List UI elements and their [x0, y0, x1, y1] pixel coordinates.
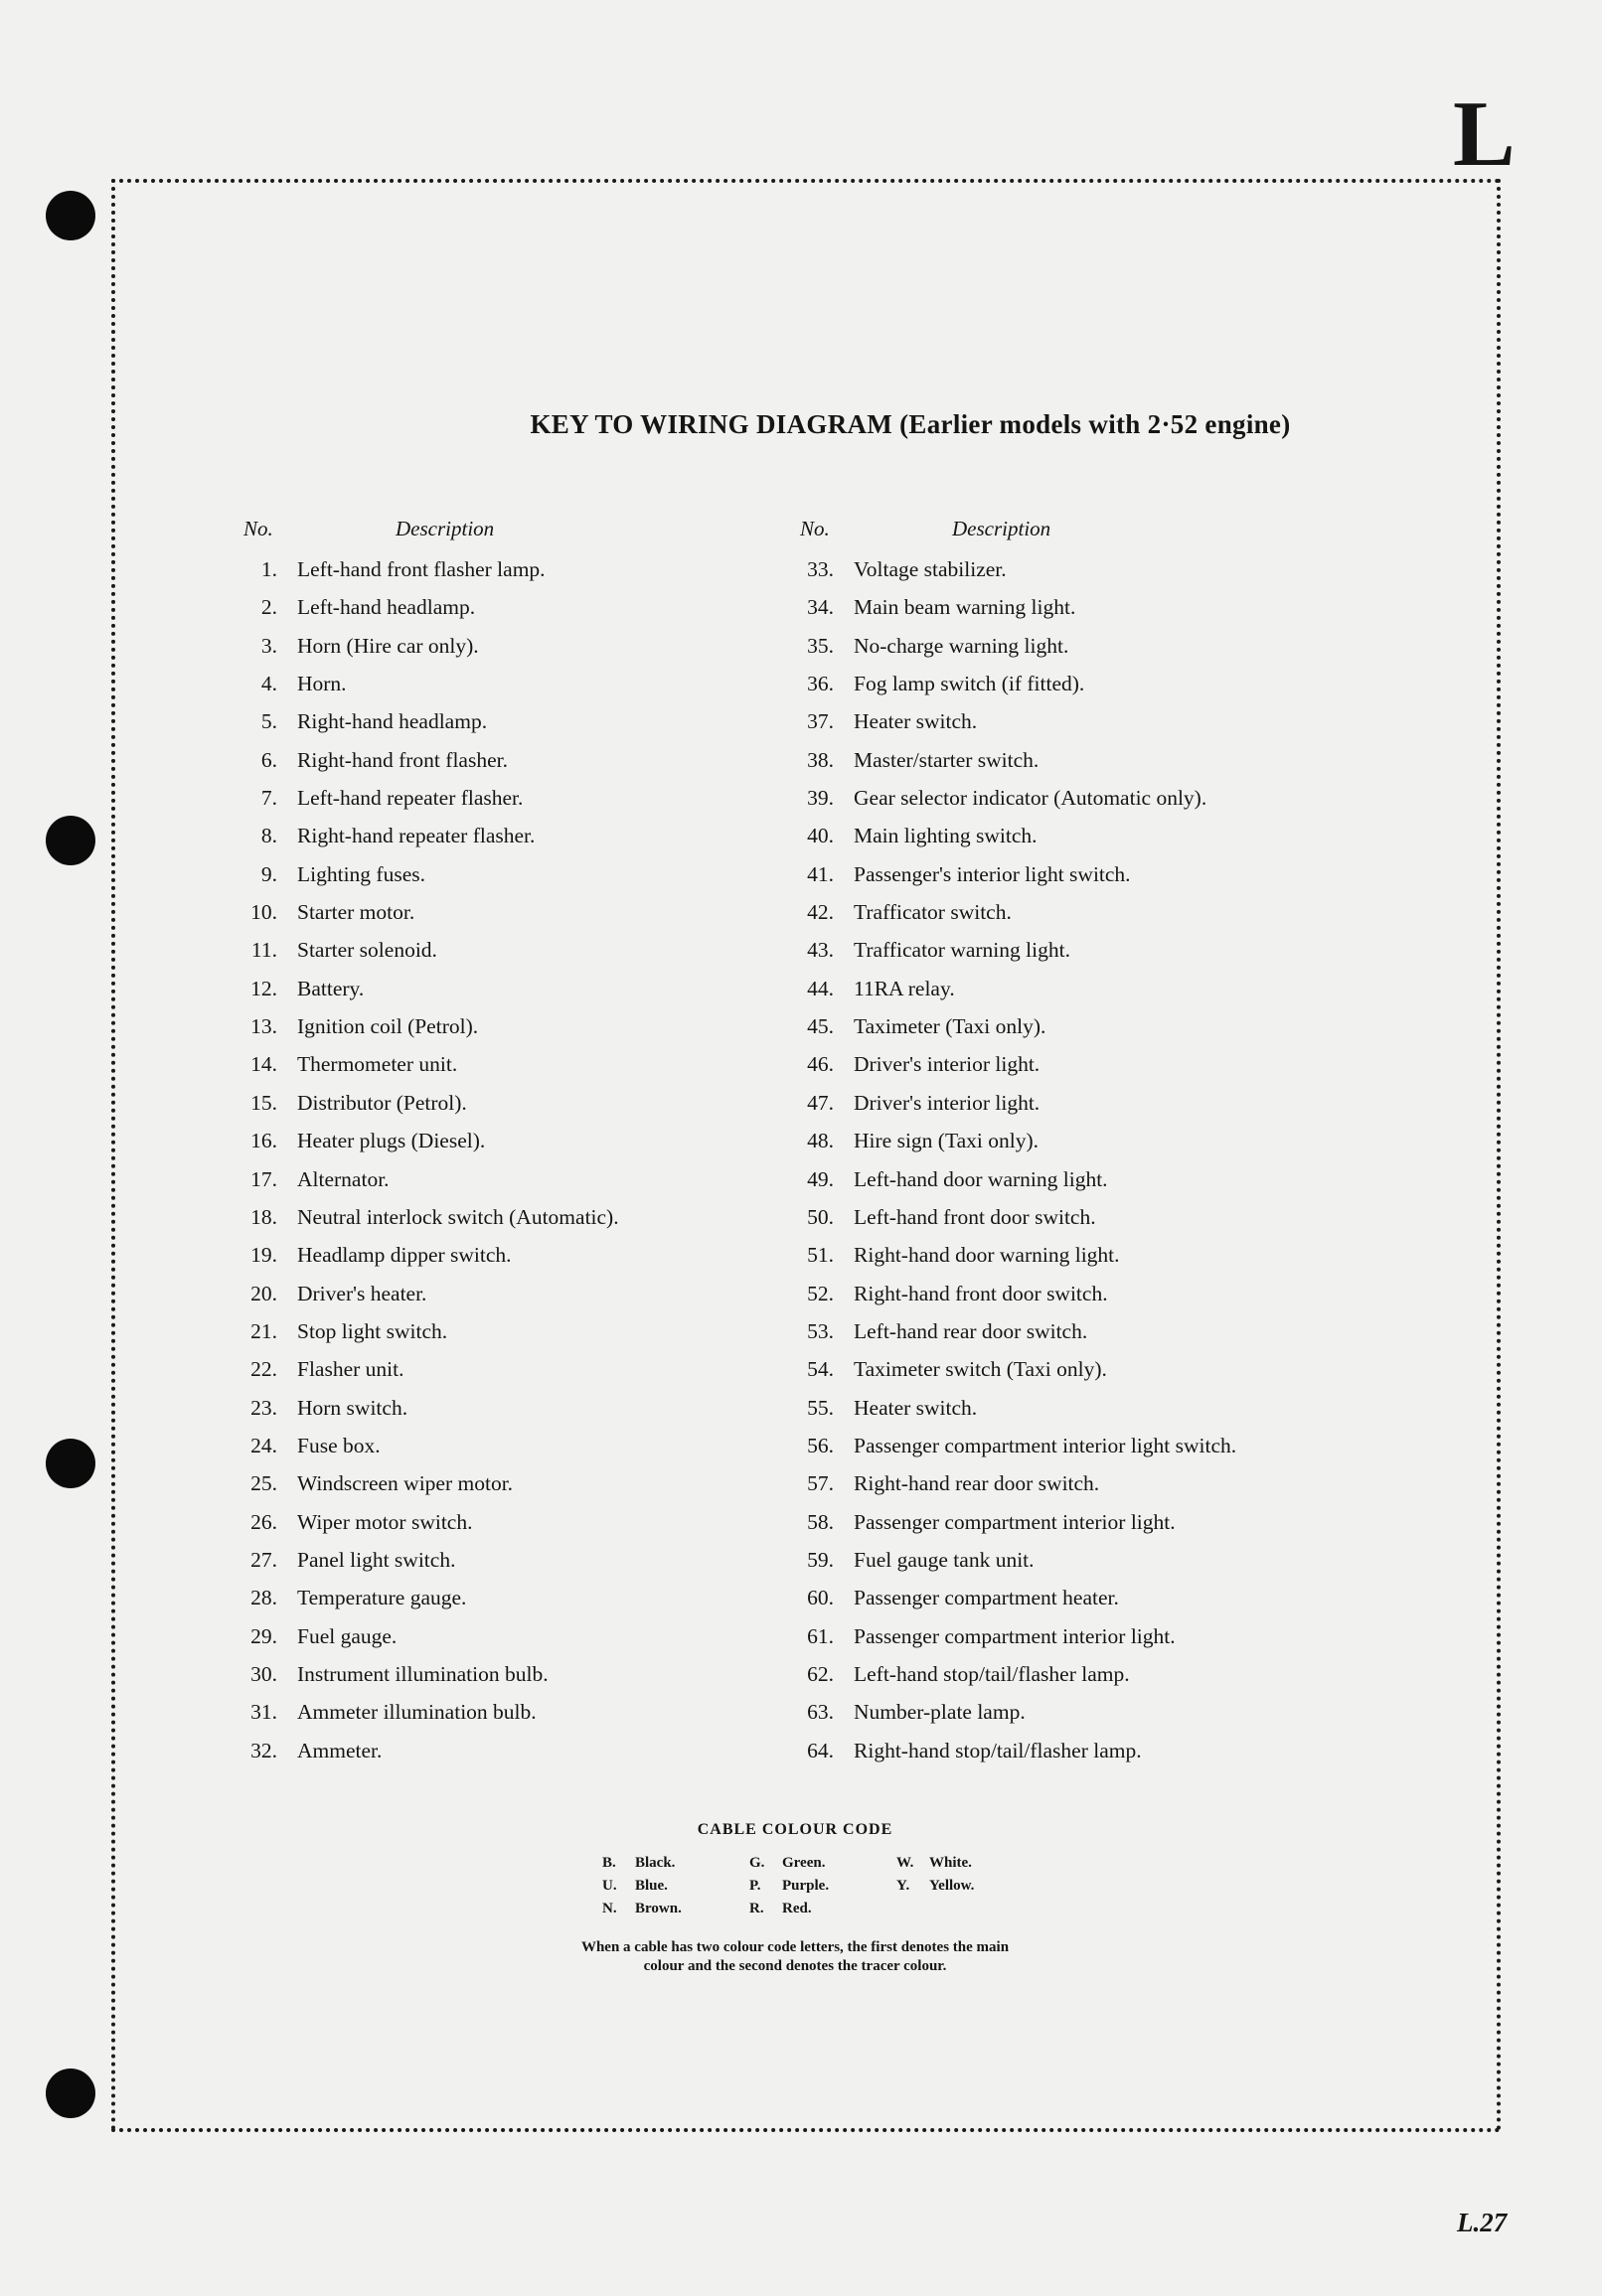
colour-code-entry [896, 1855, 1036, 1872]
key-row [243, 1236, 860, 1274]
item-number: 16. [250, 1129, 277, 1153]
item-description: Passenger's interior light switch. [854, 861, 1131, 886]
item-description: Windscreen wiper motor. [297, 1471, 514, 1496]
item-description: Hire sign (Taxi only). [854, 1129, 1039, 1153]
item-number: 24. [250, 1433, 277, 1457]
item-description: Right-hand headlamp. [297, 709, 488, 734]
key-row [243, 1732, 860, 1769]
key-row [800, 1122, 1416, 1159]
item-number: 26. [250, 1509, 277, 1534]
item-description: Lighting fuses. [297, 861, 425, 886]
colour-code-letter: B. [602, 1855, 616, 1871]
item-description: Driver's interior light. [854, 1052, 1041, 1077]
item-description: Alternator. [297, 1166, 390, 1191]
colour-name: Green. [782, 1855, 826, 1871]
key-row [800, 1732, 1416, 1769]
key-row [800, 1693, 1416, 1731]
key-row [800, 1427, 1416, 1464]
key-row [243, 627, 860, 665]
item-description: Instrument illumination bulb. [297, 1661, 549, 1686]
item-number: 30. [250, 1661, 277, 1686]
colour-code-entry [749, 1901, 896, 1917]
item-number: 11. [250, 938, 277, 963]
key-row [800, 1579, 1416, 1616]
item-description: Distributor (Petrol). [297, 1090, 467, 1115]
key-row [243, 893, 860, 931]
colour-code-letter: P. [749, 1878, 761, 1894]
item-number: 63. [807, 1700, 834, 1725]
key-column-right [800, 517, 1416, 1769]
item-number: 58. [807, 1509, 834, 1534]
key-row [800, 1198, 1416, 1236]
item-number: 18. [250, 1204, 277, 1229]
item-number: 28. [250, 1586, 277, 1610]
key-row [243, 741, 860, 779]
key-row [243, 1617, 860, 1655]
key-row [800, 550, 1416, 588]
item-description: Heater plugs (Diesel). [297, 1129, 486, 1153]
item-number: 17. [250, 1166, 277, 1191]
item-number: 7. [260, 786, 277, 811]
item-description: Fuse box. [297, 1433, 381, 1457]
key-row [800, 855, 1416, 893]
item-description: Stop light switch. [297, 1318, 448, 1343]
item-number: 51. [807, 1243, 834, 1268]
punch-hole-1 [46, 191, 95, 240]
item-number: 37. [807, 709, 834, 734]
item-description: Main beam warning light. [854, 595, 1076, 620]
item-number: 27. [250, 1547, 277, 1572]
key-row [800, 1312, 1416, 1350]
item-description: Left-hand rear door switch. [854, 1318, 1088, 1343]
item-description: Fuel gauge tank unit. [854, 1547, 1035, 1572]
item-number: 48. [807, 1129, 834, 1153]
item-description: Taximeter (Taxi only). [854, 1014, 1046, 1039]
colour-code-entry [602, 1901, 749, 1917]
key-row [800, 1389, 1416, 1427]
colour-code-letter: W. [896, 1855, 914, 1871]
cable-colour-note [0, 1938, 1590, 1976]
item-number: 6. [260, 747, 277, 772]
key-row [800, 702, 1416, 740]
key-row [800, 970, 1416, 1007]
item-number: 10. [250, 900, 277, 925]
item-number: 29. [250, 1623, 277, 1648]
item-description: Master/starter switch. [854, 747, 1040, 772]
item-number: 19. [250, 1243, 277, 1268]
key-row [800, 741, 1416, 779]
item-number: 39. [807, 786, 834, 811]
item-description: Panel light switch. [297, 1547, 456, 1572]
key-row [243, 1427, 860, 1464]
item-number: 20. [250, 1281, 277, 1305]
key-row [800, 1045, 1416, 1083]
item-description: Wiper motor switch. [297, 1509, 473, 1534]
key-row [243, 817, 860, 854]
key-row [800, 779, 1416, 817]
key-row [243, 1350, 860, 1388]
colour-code-letter: R. [749, 1901, 764, 1916]
item-description: Thermometer unit. [297, 1052, 458, 1077]
item-number: 49. [807, 1166, 834, 1191]
item-number: 43. [807, 938, 834, 963]
header-no: No. [800, 517, 830, 540]
key-row [243, 970, 860, 1007]
item-description: Heater switch. [854, 709, 978, 734]
item-description: Passenger compartment interior light. [854, 1623, 1176, 1648]
key-row [800, 1236, 1416, 1274]
colour-name: Black. [635, 1855, 676, 1871]
item-description: 11RA relay. [854, 976, 955, 1000]
item-number: 5. [260, 709, 277, 734]
item-description: Right-hand front door switch. [854, 1281, 1108, 1305]
key-row [800, 1275, 1416, 1312]
cable-colour-code-title: CABLE COLOUR CODE [697, 1821, 893, 1838]
key-row [243, 931, 860, 969]
item-description: Ignition coil (Petrol). [297, 1014, 479, 1039]
item-description: Right-hand repeater flasher. [297, 824, 536, 848]
item-number: 14. [250, 1052, 277, 1077]
key-row [800, 1655, 1416, 1693]
header-description: Description [952, 517, 1051, 540]
item-number: 3. [260, 633, 277, 658]
key-row [243, 779, 860, 817]
key-row [800, 1084, 1416, 1122]
item-number: 42. [807, 900, 834, 925]
item-number: 53. [807, 1318, 834, 1343]
key-row [243, 1579, 860, 1616]
section-letter: L [1453, 82, 1516, 186]
key-row [243, 702, 860, 740]
header-description: Description [396, 517, 495, 540]
item-number: 21. [250, 1318, 277, 1343]
item-number: 61. [807, 1623, 834, 1648]
key-row [243, 1503, 860, 1541]
key-row [800, 1350, 1416, 1388]
item-description: Fog lamp switch (if fitted). [854, 672, 1085, 696]
item-number: 45. [807, 1014, 834, 1039]
item-description: Left-hand door warning light. [854, 1166, 1108, 1191]
colour-code-entry [896, 1878, 1036, 1895]
item-description: Horn (Hire car only). [297, 633, 479, 658]
colour-name: Purple. [782, 1878, 830, 1894]
key-row [243, 1122, 860, 1159]
item-description: Starter motor. [297, 900, 415, 925]
item-description: Voltage stabilizer. [854, 557, 1007, 581]
colour-name: Brown. [635, 1901, 682, 1916]
item-description: Driver's heater. [297, 1281, 427, 1305]
item-description: Right-hand front flasher. [297, 747, 508, 772]
key-row [243, 1160, 860, 1198]
item-number: 34. [807, 595, 834, 620]
item-number: 46. [807, 1052, 834, 1077]
key-row [800, 931, 1416, 969]
header-no: No. [243, 517, 273, 540]
item-number: 59. [807, 1547, 834, 1572]
colour-code-entry [749, 1855, 896, 1872]
note-line-1: When a cable has two colour code letters, the first denotes the main [580, 1939, 1010, 1955]
key-row [800, 1464, 1416, 1502]
item-number: 54. [807, 1357, 834, 1382]
item-number: 25. [250, 1471, 277, 1496]
column-header [800, 517, 1416, 550]
key-column-left [243, 517, 860, 1769]
key-row [800, 1160, 1416, 1198]
item-description: Starter solenoid. [297, 938, 437, 963]
key-row [800, 588, 1416, 626]
item-number: 44. [807, 976, 834, 1000]
item-description: Main lighting switch. [854, 824, 1038, 848]
punch-hole-4 [46, 2068, 95, 2118]
item-number: 32. [250, 1738, 277, 1762]
key-row [243, 1389, 860, 1427]
item-description: Driver's interior light. [854, 1090, 1041, 1115]
key-row [800, 665, 1416, 702]
colour-code-entry [602, 1855, 749, 1872]
item-description: Passenger compartment heater. [854, 1586, 1119, 1610]
key-row [800, 1007, 1416, 1045]
item-number: 55. [807, 1395, 834, 1420]
item-description: Left-hand repeater flasher. [297, 786, 524, 811]
colour-name: Blue. [635, 1878, 668, 1894]
item-number: 4. [260, 672, 277, 696]
key-row [243, 1084, 860, 1122]
item-description: Taximeter switch (Taxi only). [854, 1357, 1107, 1382]
key-row [800, 817, 1416, 854]
key-row [243, 588, 860, 626]
item-number: 38. [807, 747, 834, 772]
item-description: Gear selector indicator (Automatic only). [854, 786, 1207, 811]
item-description: Trafficator switch. [854, 900, 1012, 925]
key-row [800, 1617, 1416, 1655]
item-number: 57. [807, 1471, 834, 1496]
key-row [800, 893, 1416, 931]
note-line-2: colour and the second denotes the tracer colour. [643, 1958, 947, 1974]
item-description: Number-plate lamp. [854, 1700, 1026, 1725]
item-number: 62. [807, 1661, 834, 1686]
item-description: Heater switch. [854, 1395, 978, 1420]
key-row [243, 1693, 860, 1731]
colour-code-letter: G. [749, 1855, 765, 1871]
item-number: 41. [807, 861, 834, 886]
item-description: No-charge warning light. [854, 633, 1069, 658]
item-description: Battery. [297, 976, 365, 1000]
item-description: Horn. [297, 672, 347, 696]
item-description: Left-hand front door switch. [854, 1204, 1096, 1229]
colour-name: Red. [782, 1901, 812, 1916]
item-description: Ammeter. [297, 1738, 383, 1762]
item-number: 31. [250, 1700, 277, 1725]
item-number: 33. [807, 557, 834, 581]
key-row [800, 627, 1416, 665]
item-description: Left-hand front flasher lamp. [297, 557, 546, 581]
page-number: L.27 [1457, 2208, 1508, 2237]
key-row [243, 1464, 860, 1502]
item-description: Neutral interlock switch (Automatic). [297, 1204, 619, 1229]
key-row [243, 550, 860, 588]
key-row [243, 855, 860, 893]
item-number: 64. [807, 1738, 834, 1762]
item-number: 8. [260, 824, 277, 848]
cable-colour-code-grid [602, 1855, 1036, 1917]
item-number: 35. [807, 633, 834, 658]
key-row [243, 1312, 860, 1350]
key-row [243, 1007, 860, 1045]
item-description: Temperature gauge. [297, 1586, 467, 1610]
colour-name: White. [929, 1855, 972, 1871]
key-row [243, 1541, 860, 1579]
colour-code-letter: Y. [896, 1878, 910, 1894]
key-row [243, 665, 860, 702]
item-number: 1. [260, 557, 277, 581]
key-row [243, 1275, 860, 1312]
item-number: 12. [250, 976, 277, 1000]
punch-hole-2 [46, 816, 95, 865]
colour-code-entry [602, 1878, 749, 1895]
item-number: 23. [250, 1395, 277, 1420]
colour-name: Yellow. [929, 1878, 975, 1894]
item-number: 13. [250, 1014, 277, 1039]
item-number: 15. [250, 1090, 277, 1115]
key-row [800, 1503, 1416, 1541]
item-description: Headlamp dipper switch. [297, 1243, 512, 1268]
key-row [800, 1541, 1416, 1579]
key-row [243, 1045, 860, 1083]
column-header [243, 517, 860, 550]
item-number: 52. [807, 1281, 834, 1305]
item-description: Ammeter illumination bulb. [297, 1700, 537, 1725]
key-row [243, 1655, 860, 1693]
page-title: KEY TO WIRING DIAGRAM (Earlier models with 2·52 engine) [530, 409, 1291, 439]
item-description: Trafficator warning light. [854, 938, 1070, 963]
item-description: Flasher unit. [297, 1357, 404, 1382]
colour-code-letter: N. [602, 1901, 617, 1916]
item-number: 2. [260, 595, 277, 620]
colour-code-letter: U. [602, 1878, 617, 1894]
item-description: Right-hand rear door switch. [854, 1471, 1100, 1496]
item-description: Passenger compartment interior light switch. [854, 1433, 1237, 1457]
item-description: Horn switch. [297, 1395, 408, 1420]
item-description: Left-hand stop/tail/flasher lamp. [854, 1661, 1130, 1686]
key-row [243, 1198, 860, 1236]
item-number: 40. [807, 824, 834, 848]
item-description: Fuel gauge. [297, 1623, 398, 1648]
item-number: 36. [807, 672, 834, 696]
item-description: Right-hand stop/tail/flasher lamp. [854, 1738, 1142, 1762]
item-number: 47. [807, 1090, 834, 1115]
colour-code-entry [749, 1878, 896, 1895]
item-description: Left-hand headlamp. [297, 595, 476, 620]
item-description: Passenger compartment interior light. [854, 1509, 1176, 1534]
item-number: 56. [807, 1433, 834, 1457]
item-number: 50. [807, 1204, 834, 1229]
punch-hole-3 [46, 1439, 95, 1488]
item-number: 22. [250, 1357, 277, 1382]
item-description: Right-hand door warning light. [854, 1243, 1120, 1268]
item-number: 9. [260, 861, 277, 886]
item-number: 60. [807, 1586, 834, 1610]
